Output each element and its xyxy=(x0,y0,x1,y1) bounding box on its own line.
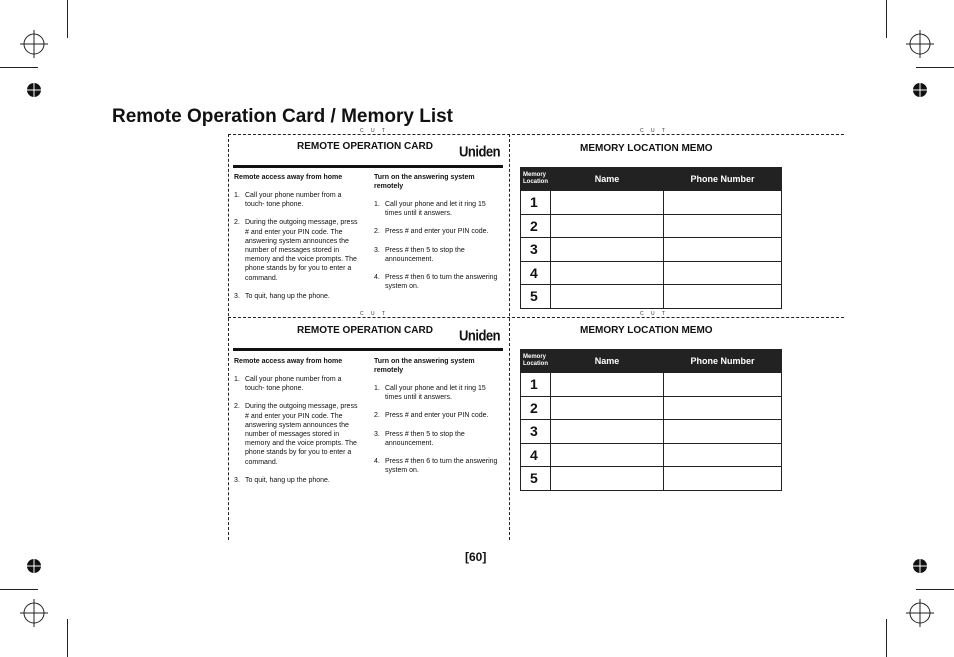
cut-label: C U T xyxy=(360,311,388,317)
registration-target-icon xyxy=(20,30,48,58)
table-row xyxy=(521,191,782,215)
phone-cell xyxy=(664,214,782,238)
memory-slot-number: 1 xyxy=(521,191,551,215)
phone-number-header: Phone Number xyxy=(664,168,782,191)
step-number: 2. xyxy=(234,403,240,411)
memo-title: MEMORY LOCATION MEMO xyxy=(580,143,713,154)
step-item xyxy=(234,218,360,282)
step-number: 1. xyxy=(374,385,380,392)
table-row xyxy=(521,261,782,285)
cut-label: C U T xyxy=(640,128,668,134)
step-item xyxy=(234,375,360,393)
table-row xyxy=(521,373,782,397)
column-heading: Remote access away from home xyxy=(234,174,343,181)
phone-cell xyxy=(664,443,782,467)
step-text: Press # then 6 to turn the answering system on. xyxy=(385,274,498,291)
registration-dot-icon xyxy=(910,80,930,100)
phone-cell xyxy=(664,261,782,285)
step-number: 4. xyxy=(374,274,380,282)
phone-number-header: Phone Number xyxy=(664,350,782,373)
name-header: Name xyxy=(551,350,664,373)
memory-table xyxy=(520,349,782,491)
phone-cell xyxy=(664,467,782,491)
registration-dot-icon xyxy=(24,556,44,576)
step-item xyxy=(234,402,360,466)
step-number: 1. xyxy=(234,192,240,199)
step-text: Call your phone and let it ring 15 times until it answers. xyxy=(385,385,486,402)
name-header: Name xyxy=(551,168,664,191)
memo-title: MEMORY LOCATION MEMO xyxy=(580,325,713,336)
step-text: Press # then 6 to turn the answering system on. xyxy=(385,458,498,475)
remote-card-title: REMOTE OPERATION CARD xyxy=(297,141,433,152)
registration-target-icon xyxy=(906,30,934,58)
name-cell xyxy=(551,285,664,309)
header-rule xyxy=(233,165,503,168)
table-row xyxy=(521,238,782,262)
phone-cell xyxy=(664,191,782,215)
column-heading: Remote access away from home xyxy=(234,358,343,365)
step-text: Press # and enter your PIN code. xyxy=(385,228,489,236)
table-row xyxy=(521,214,782,238)
memory-slot-number: 3 xyxy=(521,420,551,444)
table-row xyxy=(521,467,782,491)
step-number: 2. xyxy=(374,412,380,420)
remote-access-column xyxy=(234,173,360,310)
step-item xyxy=(234,191,360,209)
memory-location-header: Memory Location xyxy=(521,168,551,191)
step-number: 1. xyxy=(374,201,380,208)
step-item xyxy=(374,273,500,291)
phone-cell xyxy=(664,373,782,397)
step-item xyxy=(374,200,500,218)
phone-cell xyxy=(664,238,782,262)
step-text: Press # and enter your PIN code. xyxy=(385,412,489,420)
step-text: Press # then 5 to stop the announcement. xyxy=(385,246,465,263)
remote-access-column xyxy=(234,357,360,494)
cut-line-top xyxy=(228,134,844,135)
uniden-logo: Uniden xyxy=(459,326,501,345)
phone-cell xyxy=(664,420,782,444)
registration-dot-icon xyxy=(910,556,930,576)
table-row xyxy=(521,396,782,420)
step-item xyxy=(374,411,500,420)
memory-slot-number: 2 xyxy=(521,214,551,238)
page-title: Remote Operation Card / Memory List xyxy=(112,106,454,127)
table-row xyxy=(521,285,782,309)
cut-label: C U T xyxy=(360,128,388,134)
cut-line-left xyxy=(228,134,229,540)
column-heading: Turn on the answering system remotely xyxy=(374,358,475,374)
name-cell xyxy=(551,238,664,262)
header-rule xyxy=(233,348,503,351)
step-item xyxy=(374,246,500,264)
step-item xyxy=(234,292,360,301)
step-number: 2. xyxy=(234,219,240,227)
phone-cell xyxy=(664,285,782,309)
name-cell xyxy=(551,191,664,215)
registration-target-icon xyxy=(906,599,934,627)
step-item xyxy=(374,430,500,448)
name-cell xyxy=(551,467,664,491)
step-number: 2. xyxy=(374,228,380,236)
name-cell xyxy=(551,443,664,467)
phone-cell xyxy=(664,396,782,420)
table-row xyxy=(521,420,782,444)
answering-system-column xyxy=(374,173,500,300)
memory-slot-number: 5 xyxy=(521,467,551,491)
step-number: 3. xyxy=(234,476,240,484)
name-cell xyxy=(551,214,664,238)
cut-label: C U T xyxy=(640,311,668,317)
step-number: 1. xyxy=(234,376,240,383)
name-cell xyxy=(551,420,664,444)
step-text: Press # then 5 to stop the announcement. xyxy=(385,430,465,447)
registration-dot-icon xyxy=(24,80,44,100)
memory-slot-number: 1 xyxy=(521,373,551,397)
step-number: 3. xyxy=(234,292,240,300)
name-cell xyxy=(551,373,664,397)
step-text: Call your phone and let it ring 15 times until it answers. xyxy=(385,201,486,218)
name-cell xyxy=(551,261,664,285)
step-item xyxy=(374,457,500,475)
step-item xyxy=(234,476,360,485)
memory-slot-number: 4 xyxy=(521,261,551,285)
cut-line-middle xyxy=(228,317,844,318)
memory-slot-number: 4 xyxy=(521,443,551,467)
step-text: To quit, hang up the phone. xyxy=(245,476,330,484)
remote-card-title: REMOTE OPERATION CARD xyxy=(297,325,433,336)
step-number: 3. xyxy=(374,246,380,254)
step-text: Call your phone number from a touch- tone phone. xyxy=(245,192,342,209)
step-text: Call your phone number from a touch- tone phone. xyxy=(245,376,342,393)
step-number: 3. xyxy=(374,430,380,438)
step-text: During the outgoing message, press # and enter your PIN code. The answering system announces the number of messages stored in memory and the voice prompts. The phone stands by for you to enter a command. xyxy=(245,219,358,282)
step-text: To quit, hang up the phone. xyxy=(245,292,330,300)
registration-target-icon xyxy=(20,599,48,627)
uniden-logo: Uniden xyxy=(459,142,501,161)
memory-slot-number: 3 xyxy=(521,238,551,262)
table-row xyxy=(521,443,782,467)
step-item xyxy=(374,384,500,402)
name-cell xyxy=(551,396,664,420)
step-text: During the outgoing message, press # and enter your PIN code. The answering system announces the number of messages stored in memory and the voice prompts. The phone stands by for you to enter a command. xyxy=(245,403,358,466)
step-number: 4. xyxy=(374,458,380,466)
memory-slot-number: 5 xyxy=(521,285,551,309)
memory-table xyxy=(520,167,782,309)
page-number: [60] xyxy=(465,550,487,564)
memory-location-header: Memory Location xyxy=(521,350,551,373)
memory-slot-number: 2 xyxy=(521,396,551,420)
step-item xyxy=(374,227,500,236)
column-heading: Turn on the answering system remotely xyxy=(374,174,475,190)
answering-system-column xyxy=(374,357,500,484)
cut-line-center xyxy=(509,134,510,540)
